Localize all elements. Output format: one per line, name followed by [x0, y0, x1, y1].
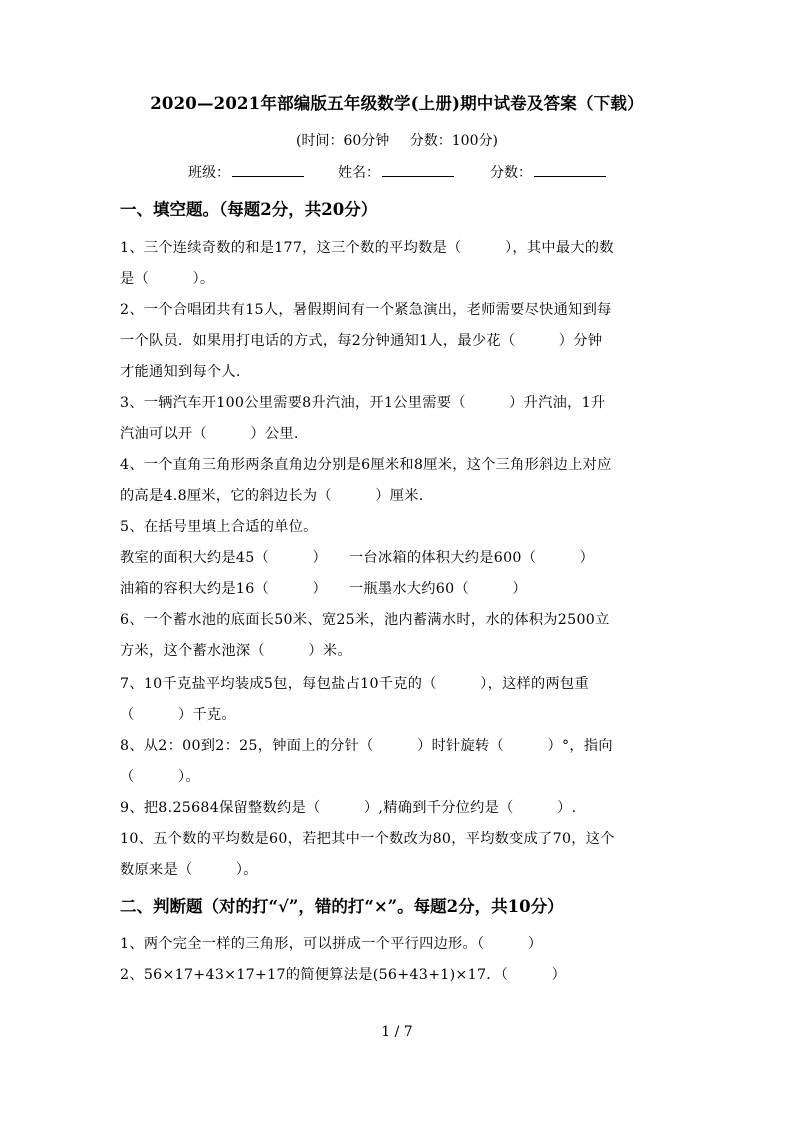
s1-line-11: 教室的面积大约是45（ ） 一台冰箱的体积大约是600（ ） [120, 550, 595, 566]
s2-line-2: 2、56×17+43×17+17的简便算法是(56+43+1)×17．（ ） [120, 967, 567, 983]
s1-line-5: 才能通知到每个人. [120, 364, 241, 380]
s1-line-19: 9、把8.25684保留整数约是（ ）,精确到千分位约是（ ）. [120, 800, 577, 816]
time-score-line [0, 130, 794, 150]
score-blank[interactable] [534, 162, 606, 177]
s1-line-3: 2、一个合唱团共有15人，暑假期间有一个紧急演出，老师需要尽快通知到每 [120, 302, 612, 318]
s1-line-7: 汽油可以开（ ）公里. [120, 426, 299, 442]
score-info: 分数：100分) [409, 133, 498, 149]
s1-line-18: （ ）。 [120, 769, 200, 785]
s1-line-13: 6、一个蓄水池的底面长50米、宽25米，池内蓄满水时，水的体积为2500立 [120, 612, 610, 628]
class-label: 班级： [188, 165, 230, 181]
score-label: 分数： [490, 165, 532, 181]
time-info: (时间：60分钟 [296, 133, 390, 149]
s1-line-2: 是（ ）。 [120, 271, 215, 287]
s1-line-9: 的高是4.8厘米，它的斜边长为（ ）厘米. [120, 488, 424, 504]
s1-line-15: 7、10千克盐平均装成5包，每包盐占10千克的（ ），这样的两包重 [120, 676, 589, 692]
s1-line-6: 3、一辆汽车开100公里需要8升汽油，开1公里需要（ ）升汽油，1升 [120, 395, 606, 411]
section-2-heading: 二、判断题（对的打“√”，错的打“×”。每题2分，共10分） [120, 897, 564, 916]
class-field [188, 162, 304, 182]
s1-line-17: 8、从2：00到2：25，钟面上的分针（ ）时针旋转（ ）°，指向 [120, 738, 613, 754]
s1-line-4: 一个队员．如果用打电话的方式，每2分钟通知1人，最少花（ ）分钟 [120, 333, 603, 349]
s1-line-1: 1、三个连续奇数的和是177，这三个数的平均数是（ ），其中最大的数 [120, 240, 614, 256]
s1-line-21: 数原来是（ ）。 [120, 862, 258, 878]
page-number: 1 / 7 [381, 1024, 413, 1040]
section-1-heading: 一、填空题。（每题2分，共20分） [120, 200, 378, 219]
s1-line-16: （ ）千克。 [120, 707, 236, 723]
s1-line-10: 5、在括号里填上合适的单位。 [120, 519, 318, 535]
s1-line-14: 方米，这个蓄水池深（ ）米。 [120, 643, 352, 659]
name-blank[interactable] [382, 162, 454, 177]
s1-line-12: 油箱的容积大约是16（ ） 一瓶墨水大约60（ ） [120, 581, 527, 597]
name-field [338, 162, 454, 182]
name-label: 姓名： [338, 165, 380, 181]
s1-line-20: 10、五个数的平均数是60，若把其中一个数改为80，平均数变成了70，这个 [120, 831, 615, 847]
s2-line-1: 1、两个完全一样的三角形，可以拼成一个平行四边形。（ ） [120, 936, 543, 952]
exam-title: 2020—2021年部编版五年级数学(上册)期中试卷及答案（下载） [150, 94, 644, 113]
class-blank[interactable] [232, 162, 304, 177]
score-field [490, 162, 606, 182]
s1-line-8: 4、一个直角三角形两条直角边分别是6厘米和8厘米，这个三角形斜边上对应 [120, 457, 612, 473]
